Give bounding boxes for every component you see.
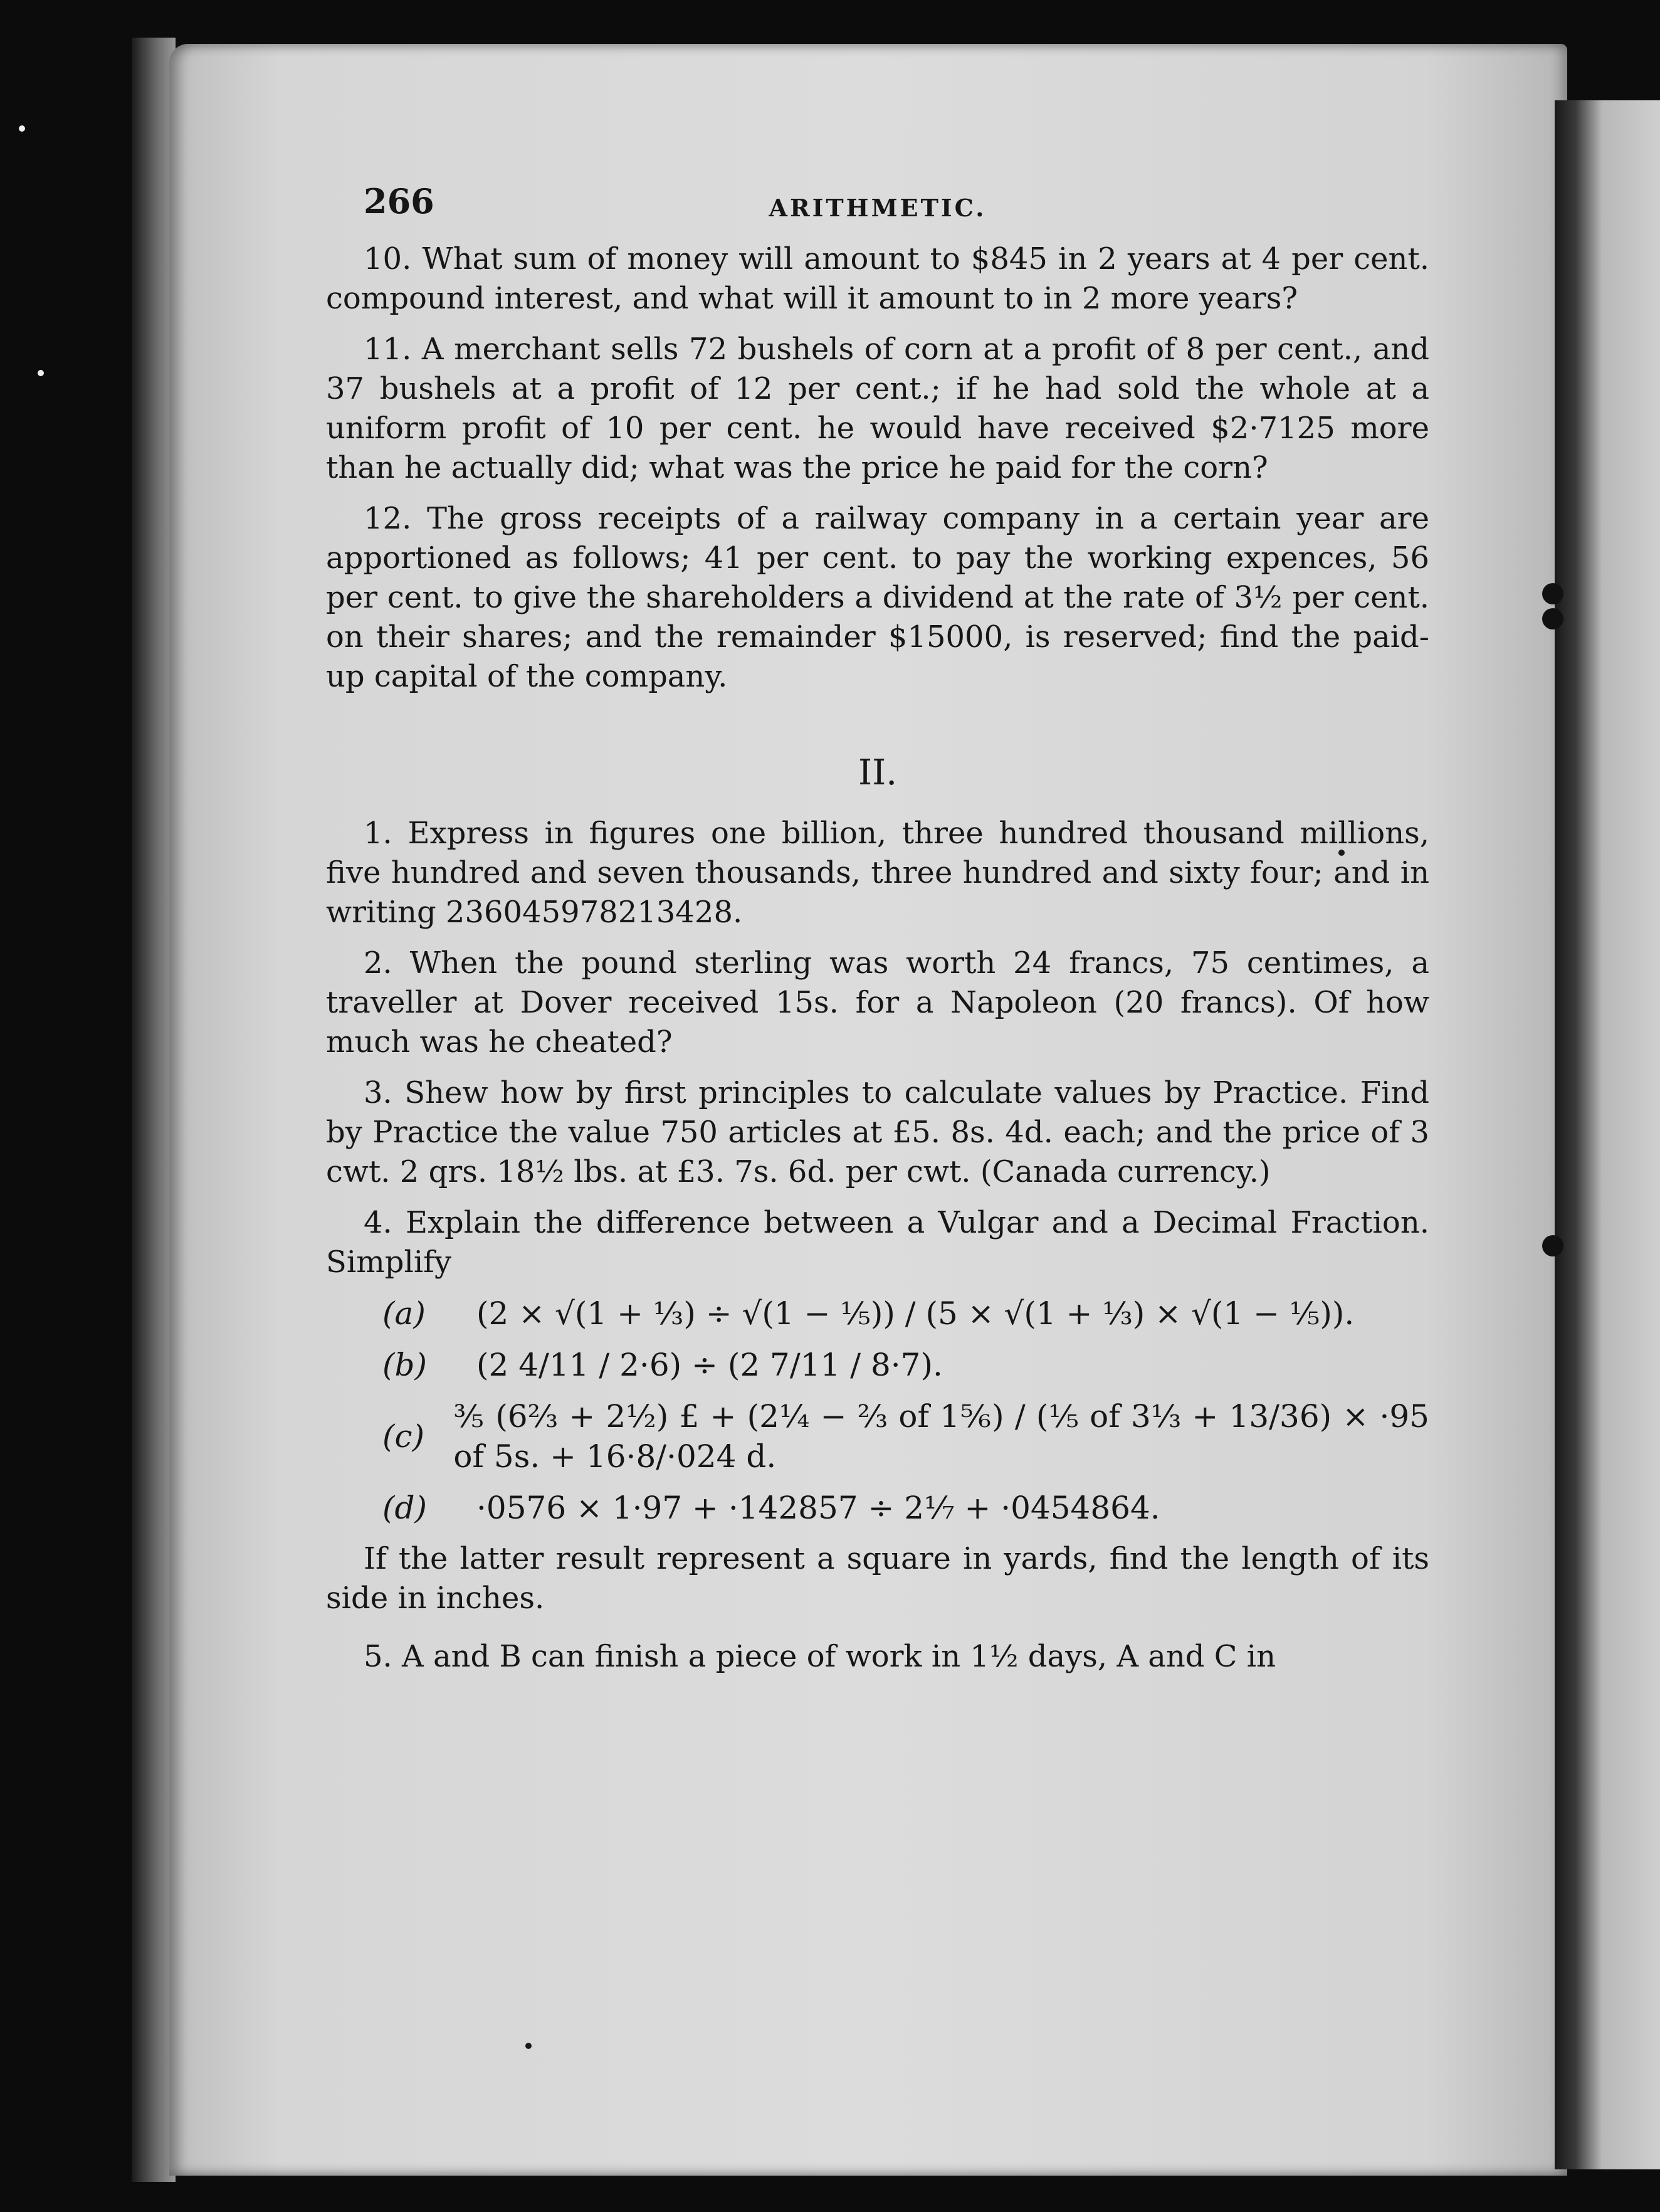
expression-label: (b) xyxy=(382,1347,428,1383)
problem-10: 10. What sum of money will amount to $845 in 2 years at 4 per cent. compound interest, and what will it amount to in 2 more years? xyxy=(326,241,1429,316)
problem-5: 5. A and B can finish a piece of work in 1½ days, A and C in xyxy=(364,1639,1276,1674)
scan-speck xyxy=(19,125,25,132)
page-text xyxy=(326,182,1429,1688)
expression-label: (a) xyxy=(382,1295,426,1332)
expression-text: (2 × √(1 + ⅓) ÷ √(1 − ⅕)) / (5 × √(1 + ⅓) × √(1 − ⅕)). xyxy=(476,1295,1355,1332)
expression-text: ⅗ (6⅔ + 2½) £ + (2¼ − ⅔ of 1⅚) / (⅕ of 3⅓ + 13/36) × ·95 of 5s. + 16·8/·024 d. xyxy=(453,1398,1429,1475)
problem-4: 4. Explain the difference between a Vulgar and a Decimal Fraction. Simplify xyxy=(326,1205,1429,1280)
expression-c xyxy=(382,1396,1429,1477)
problem-2: 2. When the pound sterling was worth 24 francs, 75 centimes, a traveller at Dover received 15s. for a Napoleon (20 francs). Of how much was he cheated? xyxy=(326,945,1429,1060)
running-head: ARITHMETIC. xyxy=(769,194,987,222)
expression-a xyxy=(382,1293,1429,1334)
follow-up-text: If the latter result represent a square in yards, find the length of its side in inches. xyxy=(326,1541,1429,1616)
binding-clip xyxy=(1542,1235,1563,1256)
expression-label: (d) xyxy=(382,1490,428,1526)
scan-speck xyxy=(525,2043,532,2049)
expression-b xyxy=(382,1345,1429,1385)
expression-text: ·0576 × 1·97 + ·142857 ÷ 2⅐ + ·0454864. xyxy=(476,1490,1160,1526)
expression-text: (2 4/11 / 2·6) ÷ (2 7/11 / 8·7). xyxy=(476,1347,943,1383)
page-number: 266 xyxy=(364,181,434,221)
scan-speck xyxy=(38,370,44,376)
problem-12: 12. The gross receipts of a railway company in a certain year are apportioned as follows; 41 per cent. to pay the working expences, 56 per cent. to give the shareholders a dividend at the rate of 3½ per cent. on their shares; and the remainder $15000, is reserved; find the paid-up capital of the company. xyxy=(326,501,1429,694)
facing-page-edge xyxy=(1555,100,1660,2169)
problem-11: 11. A merchant sells 72 bushels of corn at a profit of 8 per cent., and 37 bushels at a profit of 12 per cent.; if he had sold the whole at a uniform profit of 10 per cent. he would have received $2·7125 more than he actually did; what was the price he paid for the corn? xyxy=(326,332,1429,485)
expression-d xyxy=(382,1488,1429,1528)
section-heading: II. xyxy=(858,752,898,793)
problem-1: 1. Express in figures one billion, three hundred thousand millions, five hundred and seven thousands, three hundred and sixty four; and in writing 236045978213428. xyxy=(326,816,1429,930)
page-header xyxy=(326,182,1429,226)
binding-clip xyxy=(1542,583,1563,604)
problem-3: 3. Shew how by first principles to calculate values by Practice. Find by Practice the value 750 articles at £5. 8s. 4d. each; and the price of 3 cwt. 2 qrs. 18½ lbs. at £3. 7s. 6d. per cwt. (Canada currency.) xyxy=(326,1075,1429,1189)
binding-clip xyxy=(1542,608,1563,629)
expression-label: (c) xyxy=(382,1418,425,1455)
